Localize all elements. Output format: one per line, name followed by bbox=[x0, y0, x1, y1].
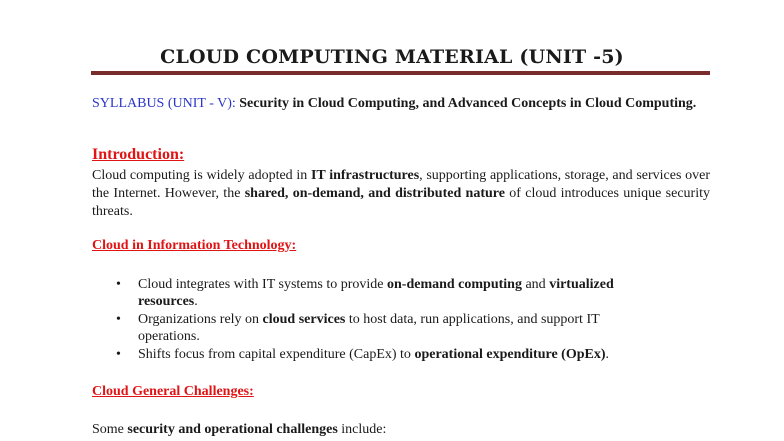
general-challenges-heading: Cloud General Challenges: bbox=[92, 384, 254, 399]
item-text: Organizations rely on bbox=[138, 312, 263, 327]
item-text: to host data, run applications, and support IT operations. bbox=[138, 312, 600, 344]
item-bold: operational expenditure (OpEx) bbox=[414, 347, 606, 362]
challenges-text-1: Some bbox=[92, 422, 128, 437]
cloud-it-heading: Cloud in Information Technology: bbox=[92, 238, 297, 253]
intro-bold-2: shared, on-demand, and distributed nature bbox=[244, 186, 505, 201]
list-item bbox=[92, 311, 662, 345]
intro-bold-1: IT infrastructures bbox=[310, 168, 420, 183]
introduction-heading: Introduction: bbox=[92, 146, 185, 163]
item-text: . bbox=[605, 347, 610, 362]
item-bold: virtualized resources bbox=[138, 277, 614, 309]
syllabus-label: SYLLABUS (UNIT - V): bbox=[92, 96, 236, 111]
item-text: . bbox=[194, 294, 198, 309]
bullet-icon: • bbox=[116, 347, 121, 362]
item-bold: cloud services bbox=[262, 312, 346, 327]
cloud-it-list bbox=[92, 276, 662, 364]
syllabus-text: Security in Cloud Computing, and Advanced Concepts in Cloud Computing. bbox=[239, 96, 697, 111]
list-item bbox=[92, 276, 662, 310]
item-text: Cloud integrates with IT systems to provide bbox=[138, 277, 387, 292]
syllabus-line bbox=[92, 95, 710, 113]
challenges-intro bbox=[92, 422, 386, 438]
intro-text-3: of cloud introduces unique security threats. bbox=[92, 186, 710, 219]
challenges-text-2: include: bbox=[337, 422, 387, 437]
bullet-icon: • bbox=[116, 312, 121, 327]
page-title: CLOUD COMPUTING MATERIAL (UNIT -5) bbox=[160, 46, 624, 68]
introduction-paragraph bbox=[92, 167, 710, 221]
challenges-bold: security and operational challenges bbox=[127, 422, 338, 437]
intro-text-1: Cloud computing is widely adopted in bbox=[92, 168, 311, 183]
item-text: Shifts focus from capital expenditure (CapEx) to bbox=[138, 347, 415, 362]
list-item bbox=[92, 346, 662, 363]
title-divider bbox=[91, 71, 710, 75]
item-bold: on-demand computing bbox=[387, 277, 522, 292]
intro-text-2: , supporting applications, storage, and services over the Internet. However, the bbox=[92, 168, 710, 201]
bullet-icon: • bbox=[116, 277, 121, 292]
item-text: and bbox=[521, 277, 550, 292]
